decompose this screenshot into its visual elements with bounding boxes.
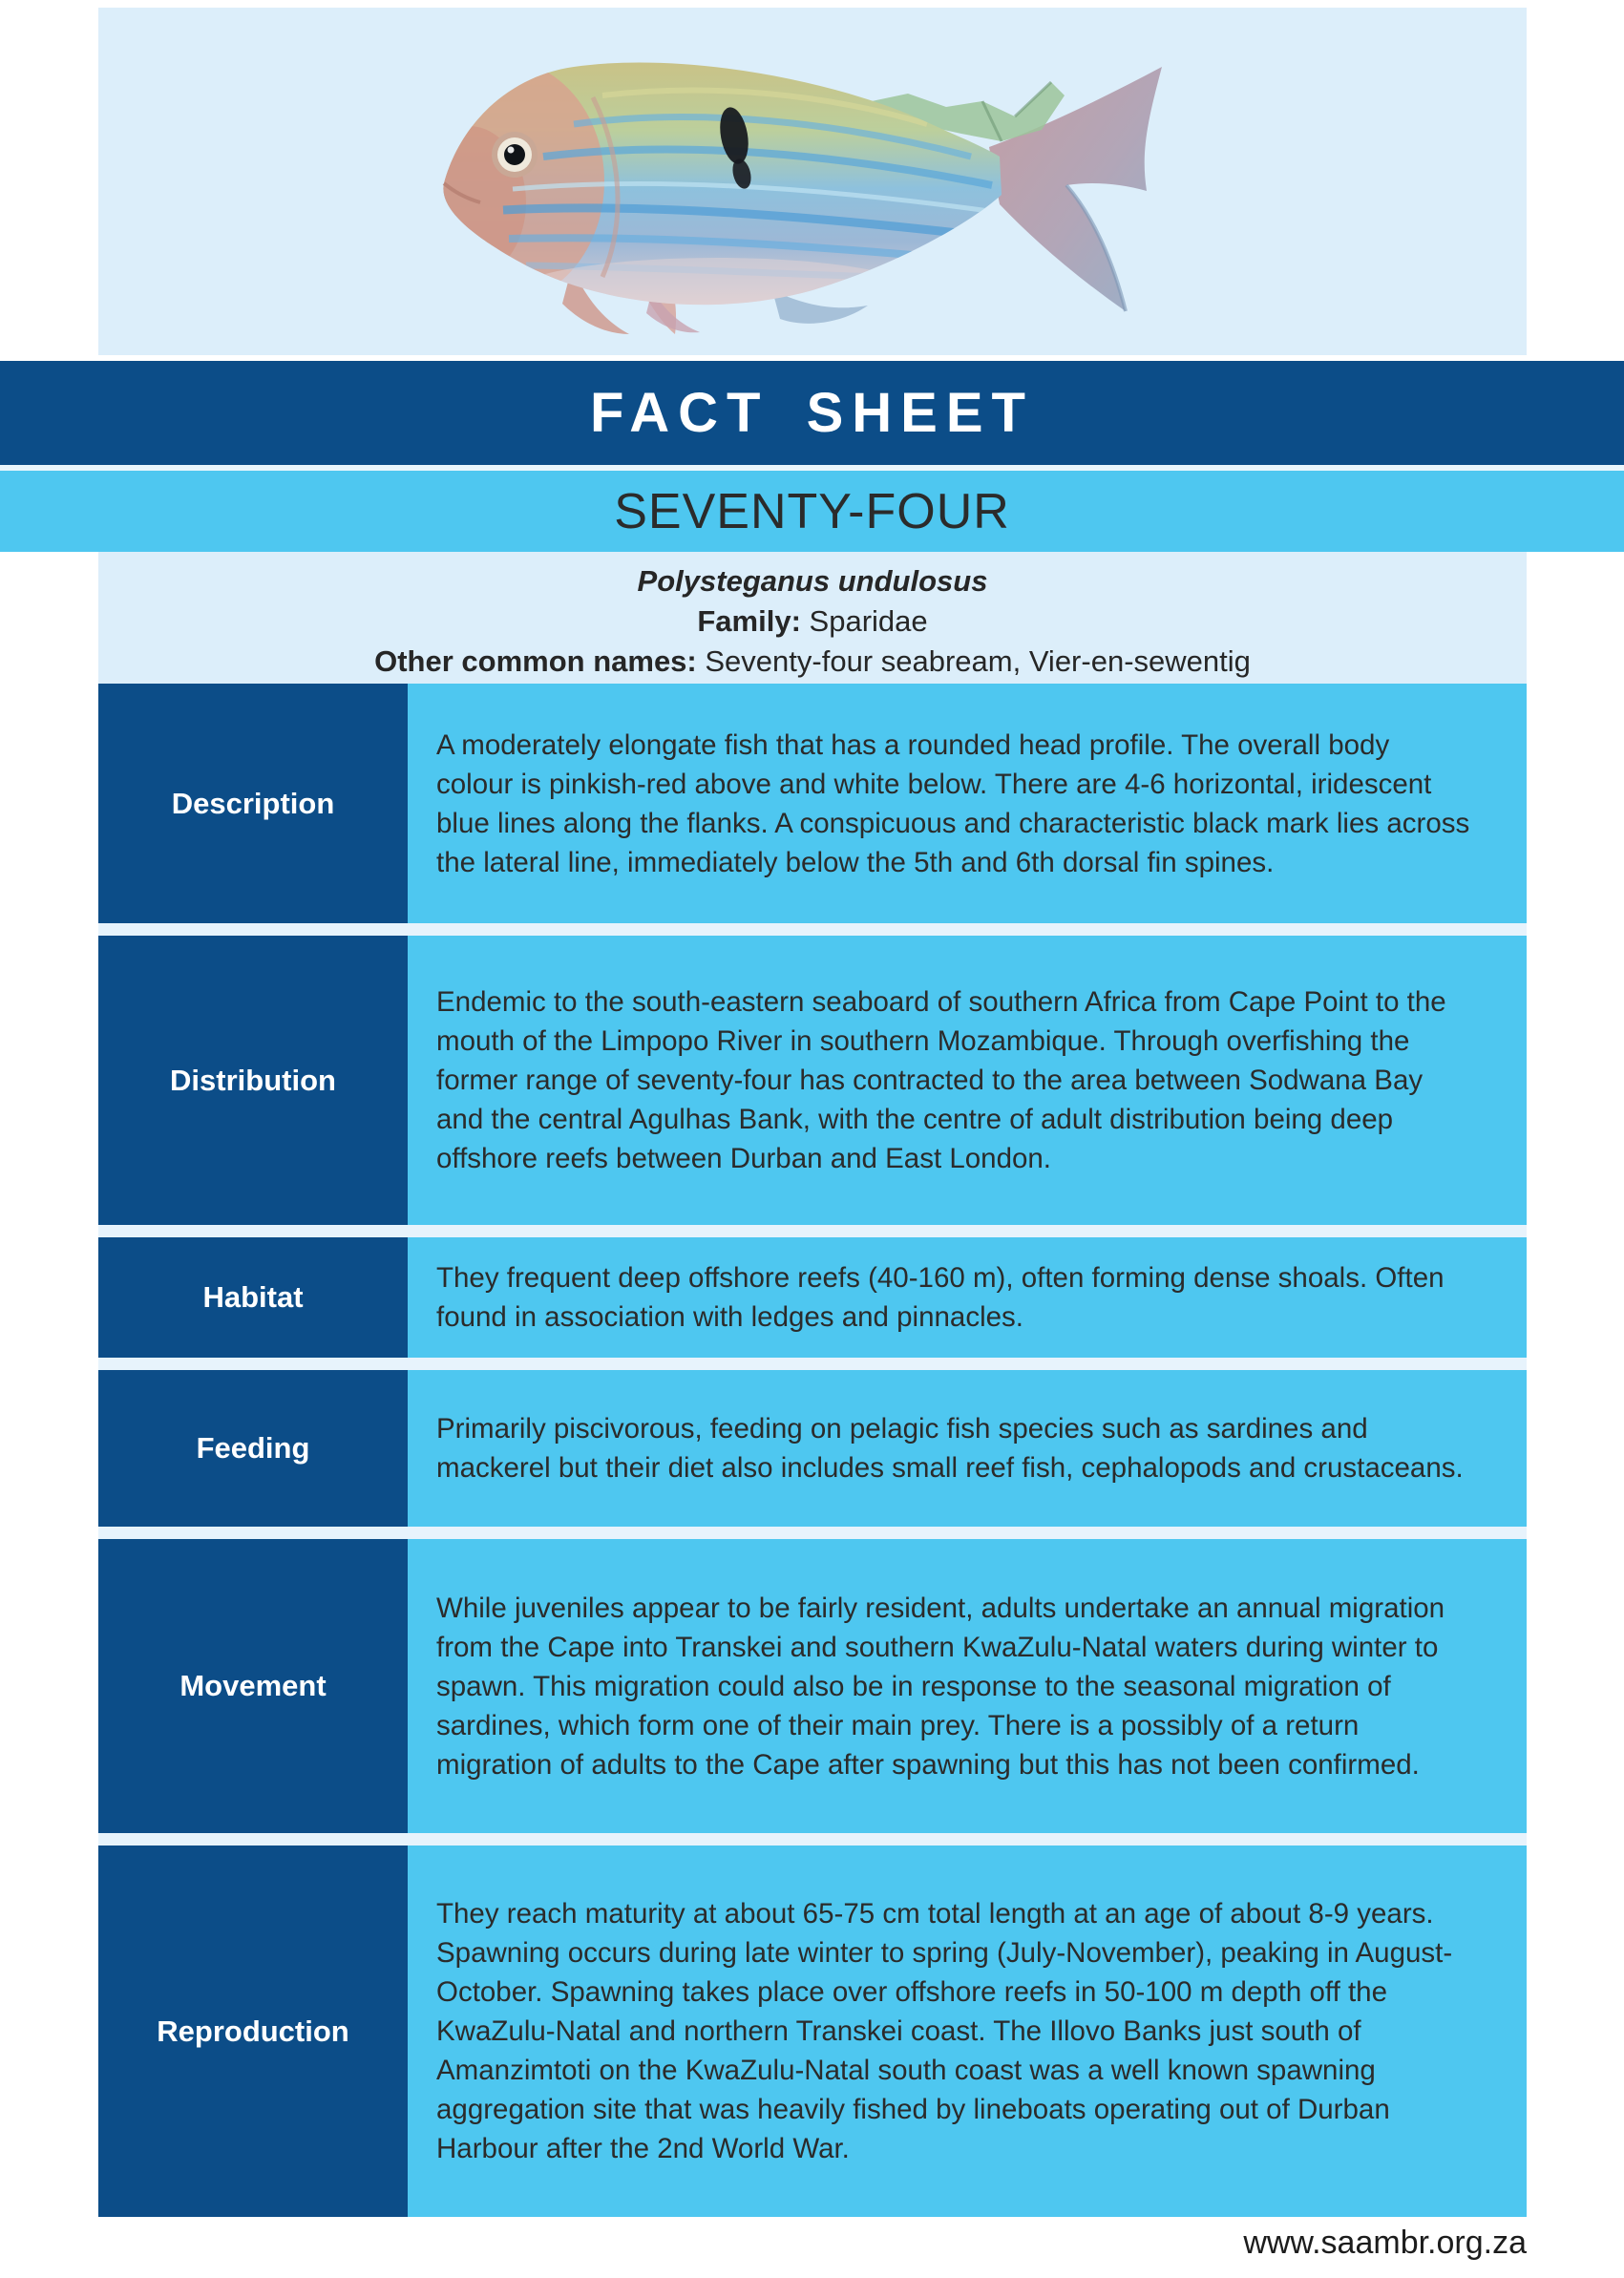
row-feeding (98, 1370, 1527, 1527)
family-line (98, 601, 1527, 642)
family-label: Family: (697, 604, 801, 638)
other-names-value: Seventy-four seabream, Vier-en-sewentig (705, 644, 1251, 678)
row-content-movement (408, 1539, 1527, 1833)
row-reproduction (98, 1846, 1527, 2217)
row-movement (98, 1539, 1527, 1833)
row-description (98, 684, 1527, 923)
row-label-distribution: Distribution (98, 936, 408, 1225)
website-link[interactable]: www.saambr.org.za (1243, 2225, 1527, 2261)
fish-photo-area (98, 8, 1527, 355)
species-title: SEVENTY-FOUR (614, 483, 1010, 539)
row-habitat (98, 1237, 1527, 1358)
feeding-text: Primarily piscivorous, feeding on pelagic fish species such as sardines and mackerel but their diet also includes small reef fish, cephalopods and crustaceans. (436, 1413, 1464, 1484)
row-label-feeding: Feeding (98, 1370, 408, 1527)
row-content-feeding (408, 1370, 1527, 1527)
row-label-habitat: Habitat (98, 1237, 408, 1358)
other-names-label: Other common names: (374, 644, 697, 678)
description-text: A moderately elongate fish that has a rounded head profile. The overall body colour is pinkish-red above and white below. There are 4-6 horizontal, iridescent blue lines along the flanks. A conspicuous and characteristic black mark lies across the lateral line, immediately below the 5th and 6th dorsal fin spines. (436, 728, 1470, 878)
movement-text: While juveniles appear to be fairly resident, adults undertake an annual migration from the Cape into Transkei and southern KwaZulu-Natal waters during winter to spawn. This migration could also be in response to the seasonal migration of sardines, which form one of their main prey. There is a possibly of a return migration of adults to the Cape after spawning but this has not been confirmed. (436, 1592, 1445, 1781)
species-info-block (98, 552, 1527, 684)
fact-sheet-title: FACT SHEET (590, 382, 1034, 444)
habitat-text: They frequent deep offshore reefs (40-160 m), often forming dense shoals. Often found in association with ledges and pinnacles. (436, 1262, 1445, 1333)
row-label-movement: Movement (98, 1539, 408, 1833)
row-content-reproduction (408, 1846, 1527, 2217)
distribution-text: Endemic to the south-eastern seaboard of southern Africa from Cape Point to the mouth of the Limpopo River in southern Mozambique. Through overfishing the former range of seventy-four has contracted to the area between Sodwana Bay and the central Agulhas Bank, with the centre of adult distribution being deep offshore reefs between Durban and East London. (436, 986, 1446, 1174)
seventy-four-fish-image (431, 40, 1194, 336)
scientific-name: Polysteganus undulosus (637, 564, 988, 598)
family-value: Sparidae (809, 604, 928, 638)
other-names-line (98, 642, 1527, 682)
row-label-description: Description (98, 684, 408, 923)
row-content-description (408, 684, 1527, 923)
row-content-distribution (408, 936, 1527, 1225)
footer (98, 2225, 1527, 2262)
species-name-banner (0, 471, 1624, 552)
row-distribution (98, 936, 1527, 1225)
row-label-reproduction: Reproduction (98, 1846, 408, 2217)
fact-sheet-banner (0, 361, 1624, 465)
reproduction-text: They reach maturity at about 65-75 cm total length at an age of about 8-9 years. Spawning occurs during late winter to spring (July-November), peaking in August-October. Spawning takes place over offshore reefs in 50-100 m depth off the KwaZulu-Natal and northern Transkei coast. The Illovo Banks just south of Amanzimtoti on the KwaZulu-Natal south coast was a well known spawning aggregation site that was heavily fished by lineboats operating out of Durban Harbour after the 2nd World War. (436, 1898, 1453, 2164)
fact-table (98, 684, 1527, 2217)
row-content-habitat (408, 1237, 1527, 1358)
